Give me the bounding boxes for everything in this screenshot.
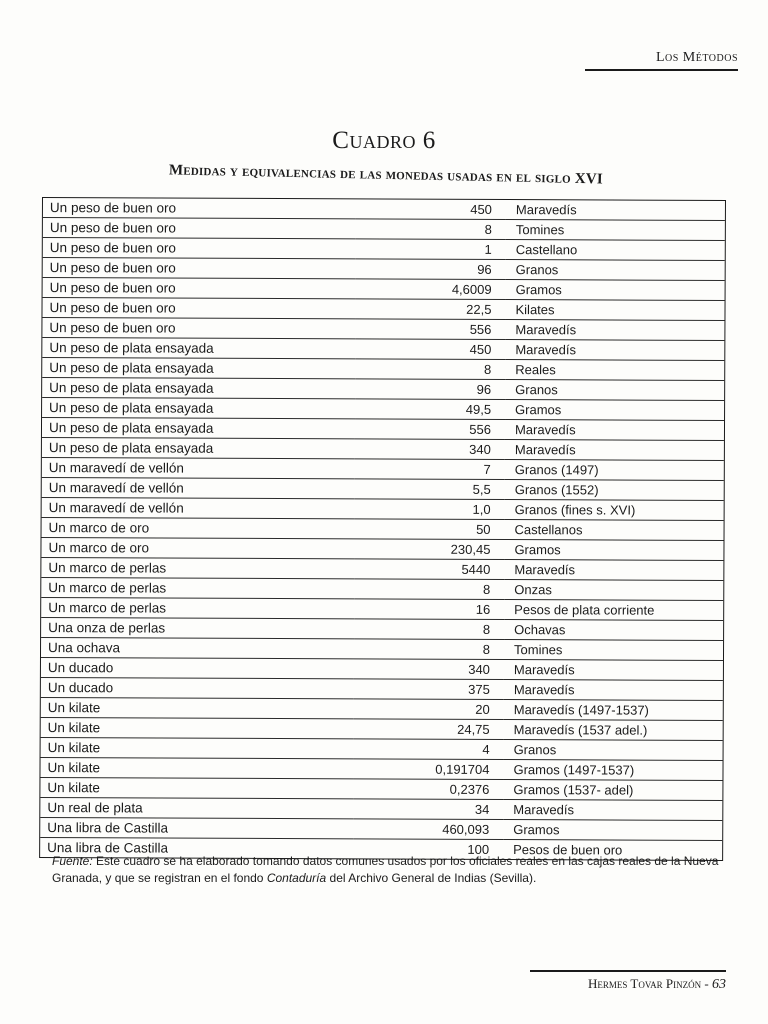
row-value: 340: [354, 659, 504, 680]
row-item: Un marco de oro: [42, 518, 355, 539]
row-value: 4,6009: [356, 279, 506, 300]
row-item: Un peso de plata ensayada: [42, 398, 355, 419]
row-item: Un peso de plata ensayada: [42, 438, 355, 459]
row-unit: Pesos de buen oro: [513, 842, 623, 858]
row-value: 8: [354, 579, 504, 600]
row-unit: Gramos: [505, 400, 724, 421]
row-value: 20: [354, 699, 504, 720]
source-label: Fuente:: [52, 854, 93, 868]
row-value: 8: [356, 219, 506, 240]
row-value: 0,191704: [353, 759, 503, 780]
row-item: Un peso de buen oro: [43, 218, 356, 239]
row-unit: Granos (1497): [505, 460, 724, 481]
source-text-before: Este cuadro se ha elaborado tomando datos comunes usados por los oficiales reales en las cajas reales de la Nueva Granada, y que se registran en el fondo: [52, 854, 719, 885]
row-item: Un ducado: [41, 677, 354, 698]
row-unit: Maravedís: [503, 800, 722, 821]
row-value: 22,5: [355, 299, 505, 320]
row-unit: Granos (1552): [505, 480, 724, 501]
row-item: Un maravedí de vellón: [42, 478, 355, 499]
row-value: 556: [355, 319, 505, 340]
row-item: Un peso de plata ensayada: [42, 338, 355, 359]
row-value: 375: [354, 679, 504, 700]
source-note: [52, 853, 732, 887]
row-value: 230,45: [354, 539, 504, 560]
row-unit: Maravedís: [505, 420, 724, 441]
row-unit: Granos: [504, 740, 723, 761]
row-item: Un peso de buen oro: [43, 278, 356, 299]
row-value: 556: [355, 419, 505, 440]
row-item: Una libra de Castilla: [47, 840, 169, 856]
running-footer: [530, 970, 726, 993]
row-item: Un peso de plata ensayada: [42, 418, 355, 439]
source-text-after: del Archivo General de Indias (Sevilla).: [326, 871, 537, 885]
source-archive-name: Contaduría: [266, 871, 327, 885]
table-subtitle: Medidas y equivalencias de las monedas usadas en el siglo XVI: [168, 162, 604, 188]
row-value: 1,0: [355, 499, 505, 520]
row-item: Un kilate: [40, 757, 353, 778]
row-value: 450: [355, 339, 505, 360]
row-unit: Onzas: [504, 580, 723, 601]
row-value: 1: [356, 239, 506, 260]
row-item: Un ducado: [41, 658, 354, 679]
row-value: 4: [354, 739, 504, 760]
row-item: Una libra de Castilla: [40, 817, 353, 838]
row-item: Una ochava: [41, 638, 354, 659]
row-item: Un marco de perlas: [41, 558, 354, 579]
row-item: Un kilate: [41, 737, 354, 758]
row-item: Un peso de buen oro: [42, 298, 355, 319]
row-unit: Granos: [505, 380, 724, 401]
row-value: 8: [354, 639, 504, 660]
table-body: [40, 198, 725, 860]
row-value: 24,75: [354, 719, 504, 740]
row-item: Un marco de perlas: [41, 578, 354, 599]
row-item: Un peso de buen oro: [43, 198, 356, 219]
row-value: 100: [467, 841, 490, 857]
row-unit: Maravedís: [506, 200, 725, 220]
row-unit: Kilates: [505, 300, 724, 321]
row-item: Un maravedí de vellón: [42, 498, 355, 519]
row-item: Un peso de buen oro: [43, 238, 356, 259]
row-item: Una onza de perlas: [41, 618, 354, 639]
row-value: 96: [356, 259, 506, 280]
row-unit: Granos: [506, 260, 725, 281]
page-number: 63: [712, 977, 726, 992]
row-item: Un peso de buen oro: [42, 318, 355, 339]
row-unit: Gramos (1537- adel): [503, 780, 722, 801]
row-unit: Maravedís: [504, 560, 723, 581]
row-item: Un peso de plata ensayada: [42, 378, 355, 399]
row-item: Un kilate: [41, 717, 354, 738]
row-value: 0,2376: [353, 779, 503, 800]
row-value: 460,093: [353, 819, 503, 840]
running-header: Los Métodos: [585, 50, 738, 71]
row-unit: Tomines: [504, 640, 723, 661]
row-item: Un kilate: [40, 777, 353, 798]
row-unit: Maravedís: [505, 320, 724, 341]
row-unit: Maravedís: [504, 660, 723, 681]
row-value: 8: [355, 359, 505, 380]
table-title: Cuadro 6: [332, 127, 436, 154]
row-item: Un peso de plata ensayada: [42, 358, 355, 379]
row-unit: Maravedís: [504, 680, 723, 701]
row-unit: Castellano: [506, 240, 725, 261]
row-unit: Maravedís: [505, 440, 724, 461]
row-value: 96: [355, 379, 505, 400]
row-item: Un maravedí de vellón: [42, 458, 355, 479]
equivalence-table: [39, 197, 726, 861]
row-unit: Gramos: [504, 540, 723, 561]
row-unit: Gramos: [503, 820, 722, 841]
row-item: Un real de plata: [40, 797, 353, 818]
row-value: 5,5: [355, 479, 505, 500]
footer-separator: -: [701, 976, 712, 991]
row-value: 49,5: [355, 399, 505, 420]
row-unit: Gramos: [506, 280, 725, 301]
row-value: 34: [353, 799, 503, 820]
row-unit: Maravedís (1537 adel.): [504, 720, 723, 741]
row-value: 16: [354, 599, 504, 620]
row-value: 5440: [354, 559, 504, 580]
row-unit: Ochavas: [504, 620, 723, 641]
row-value: 340: [355, 439, 505, 460]
row-item: Un marco de oro: [41, 538, 354, 559]
row-unit: Gramos (1497-1537): [503, 760, 722, 781]
row-unit: Tomines: [506, 220, 725, 241]
row-item: Un kilate: [41, 697, 354, 718]
footer-author: Hermes Tovar Pinzón: [587, 976, 702, 991]
row-unit: Maravedís (1497-1537): [504, 700, 723, 721]
row-value: 450: [356, 199, 506, 219]
row-unit: Pesos de plata corriente: [504, 600, 723, 621]
row-item: Un marco de perlas: [41, 598, 354, 619]
row-unit: Castellanos: [505, 520, 724, 541]
row-value: 7: [355, 459, 505, 480]
row-unit: Granos (fines s. XVI): [505, 500, 724, 521]
row-value: 8: [354, 619, 504, 640]
row-value: 50: [355, 519, 505, 540]
row-unit: Reales: [505, 360, 724, 381]
row-unit: Maravedís: [505, 340, 724, 361]
row-item: Un peso de buen oro: [43, 258, 356, 279]
